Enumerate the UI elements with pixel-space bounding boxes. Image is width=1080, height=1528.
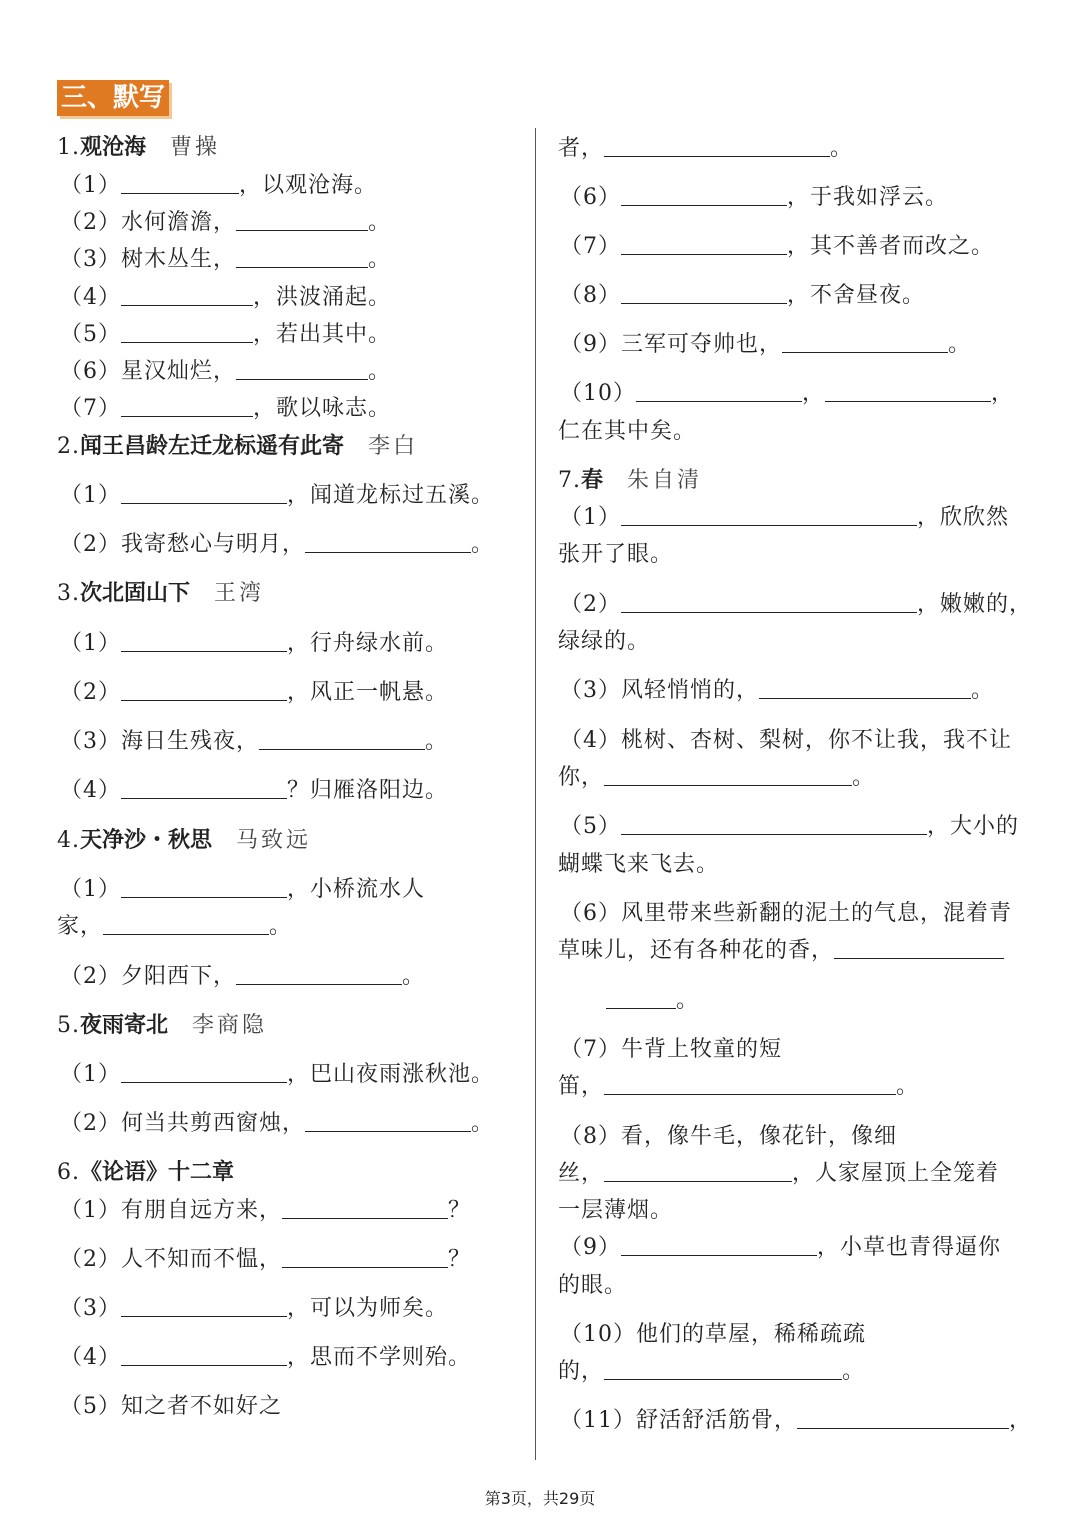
question-line: （2）何当共剪西窗烛， 。	[60, 1111, 495, 1136]
answer-blank[interactable]	[621, 503, 917, 526]
answer-blank[interactable]	[259, 727, 425, 750]
question-line: （1） ，巴山夜雨涨秋池。	[60, 1062, 495, 1087]
answer-blank[interactable]	[305, 1109, 471, 1132]
poem-title-1: 1.观沧海 曹操	[57, 135, 221, 160]
question-line: （5）知之者不如好之	[60, 1394, 282, 1419]
question-line: （6）星汉灿烂， 。	[60, 359, 392, 384]
answer-blank[interactable]	[121, 1060, 287, 1083]
answer-blank[interactable]	[604, 1357, 842, 1380]
question-line: （10）他们的草屋，稀稀疏疏	[560, 1322, 866, 1347]
question-line: （7） ，歌以咏志。	[60, 396, 392, 421]
question-line: （6） ，于我如浮云。	[560, 185, 949, 210]
question-line: （2）我寄愁心与明月， 。	[60, 532, 495, 557]
question-line: 笛， 。	[558, 1074, 920, 1099]
question-line: （3） ，可以为师矣。	[60, 1296, 449, 1321]
question-line: 张开了眼。	[558, 542, 674, 567]
answer-blank[interactable]	[825, 379, 991, 402]
question-line: 你， 。	[558, 765, 876, 790]
question-line: （11）舒活舒活筋骨， ，	[560, 1408, 1033, 1433]
section-title-6: 6.《论语》十二章	[57, 1160, 235, 1185]
answer-blank[interactable]	[604, 134, 830, 157]
question-line: （9） ，小草也青得逼你	[560, 1235, 1002, 1260]
question-line: 蝴蝶飞来飞去。	[558, 852, 720, 877]
question-line: （1） ，小桥流水人	[60, 877, 426, 902]
answer-blank[interactable]	[121, 875, 287, 898]
question-line: （1） ，行舟绿水前。	[60, 631, 449, 656]
answer-blank[interactable]	[621, 232, 787, 255]
answer-blank[interactable]	[621, 183, 787, 206]
question-line: 。	[606, 986, 699, 1016]
question-line: （8） ，不舍昼夜。	[560, 283, 926, 308]
question-line: 的眼。	[558, 1273, 628, 1298]
answer-blank[interactable]	[604, 763, 852, 786]
question-line: （7） ，其不善者而改之。	[560, 234, 995, 259]
answer-blank[interactable]	[121, 629, 287, 652]
column-divider	[535, 128, 536, 1460]
question-line: （8）看，像牛毛，像花针，像细	[560, 1124, 897, 1149]
question-line: （4） ，思而不学则殆。	[60, 1345, 472, 1370]
question-line: （10） ， ，	[560, 381, 1015, 406]
answer-blank[interactable]	[121, 678, 287, 701]
answer-blank[interactable]	[782, 330, 948, 353]
answer-blank[interactable]	[621, 590, 917, 613]
answer-blank[interactable]	[121, 776, 287, 799]
answer-blank[interactable]	[621, 812, 927, 835]
answer-blank[interactable]	[636, 379, 802, 402]
question-line: 家， 。	[57, 914, 293, 939]
answer-blank[interactable]	[121, 1343, 287, 1366]
question-line: 一层薄烟。	[558, 1198, 674, 1223]
answer-blank[interactable]	[621, 281, 787, 304]
answer-blank[interactable]	[103, 912, 269, 935]
answer-blank[interactable]	[121, 481, 287, 504]
poem-title-7: 7.春 朱自清	[558, 468, 703, 493]
question-line: （9）三军可夺帅也， 。	[560, 332, 972, 357]
question-line: （4） ，洪波涌起。	[60, 285, 392, 310]
answer-blank[interactable]	[282, 1196, 448, 1219]
question-line: （4） ？归雁洛阳边。	[60, 778, 449, 803]
question-line: 者， 。	[558, 136, 854, 161]
question-line: 仁在其中矣。	[558, 419, 697, 444]
answer-blank[interactable]	[604, 1072, 896, 1095]
question-line: （2） ，风正一帆悬。	[60, 680, 449, 705]
answer-blank[interactable]	[236, 245, 368, 268]
answer-blank[interactable]	[305, 530, 471, 553]
question-line: （3）海日生残夜， 。	[60, 729, 449, 754]
question-line: （3）风轻悄悄的， 。	[560, 678, 995, 703]
question-line: （1）有朋自远方来， ？	[60, 1198, 472, 1223]
question-line: （1） ，闻道龙标过五溪。	[60, 483, 495, 508]
poem-title-3: 3.次北固山下 王湾	[57, 581, 265, 606]
question-line: （1） ，欣欣然	[560, 505, 1010, 530]
answer-blank[interactable]	[236, 357, 368, 380]
answer-blank[interactable]	[121, 1294, 287, 1317]
question-line: （2） ，嫩嫩的，	[560, 592, 1033, 617]
question-line: （2）人不知而不愠， ？	[60, 1247, 472, 1272]
answer-blank[interactable]	[604, 1159, 792, 1182]
answer-blank[interactable]	[606, 986, 676, 1009]
poem-title-5: 5.夜雨寄北 李商隐	[57, 1013, 268, 1038]
section-heading: 三、默写	[57, 80, 169, 116]
question-line: 绿绿的。	[558, 629, 651, 654]
question-line: 丝， ，人家屋顶上全笼着	[558, 1161, 1000, 1186]
answer-blank[interactable]	[797, 1406, 1009, 1429]
answer-blank[interactable]	[759, 676, 971, 699]
poem-title-4: 4.天净沙・秋思 马致远	[57, 828, 312, 853]
answer-blank[interactable]	[236, 962, 402, 985]
question-line: （3）树木丛生， 。	[60, 247, 392, 272]
answer-blank[interactable]	[236, 208, 368, 231]
poem-title-2: 2.闻王昌龄左迁龙标遥有此寄 李白	[57, 434, 419, 459]
question-line: （7）牛背上牧童的短	[560, 1037, 782, 1062]
question-line: （5） ，大小的	[560, 814, 1020, 839]
answer-blank[interactable]	[282, 1245, 448, 1268]
answer-blank[interactable]	[121, 171, 239, 194]
page-footer: 第3页，共29页	[484, 1489, 596, 1508]
question-line: （6）风里带来些新翻的泥土的气息，混着青	[560, 901, 1012, 926]
answer-blank[interactable]	[121, 394, 253, 417]
answer-blank[interactable]	[834, 936, 1004, 959]
question-line: （2）水何澹澹， 。	[60, 210, 392, 235]
question-line: （2）夕阳西下， 。	[60, 964, 426, 989]
question-line: 的， 。	[558, 1359, 866, 1384]
answer-blank[interactable]	[121, 283, 253, 306]
answer-blank[interactable]	[621, 1233, 817, 1256]
question-line: （5） ，若出其中。	[60, 322, 392, 347]
question-line: 草味儿，还有各种花的香，	[558, 936, 1004, 966]
question-line: （1） ，以观沧海。	[60, 173, 378, 198]
answer-blank[interactable]	[121, 320, 253, 343]
question-line: （4）桃树、杏树、梨树，你不让我，我不让	[560, 728, 1012, 753]
